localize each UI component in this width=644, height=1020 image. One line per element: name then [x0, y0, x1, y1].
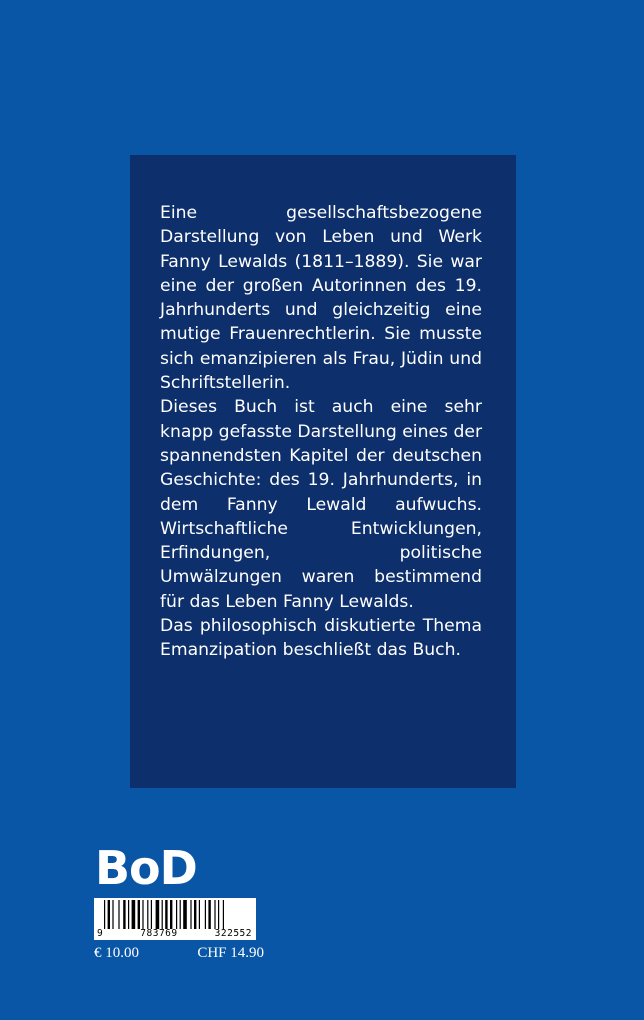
barcode-bar — [104, 900, 105, 929]
publisher-logo: BoD — [95, 841, 197, 895]
barcode-bar — [132, 900, 136, 929]
price-line — [94, 945, 264, 962]
barcode-bar — [128, 900, 129, 929]
barcode-bar — [147, 900, 148, 929]
barcode-bar — [138, 900, 140, 929]
barcode-bar — [123, 900, 125, 929]
barcode-bar — [194, 900, 196, 929]
barcode-bar — [176, 900, 177, 929]
barcode-bar — [162, 900, 163, 929]
barcode-bar — [142, 900, 143, 929]
barcode-bar — [165, 900, 167, 929]
barcode-number — [94, 928, 256, 939]
barcode-bar — [170, 900, 172, 929]
barcode-group-2: 322552 — [214, 928, 252, 939]
barcode-bar — [183, 900, 187, 929]
blurb-paragraph-3: Das philosophisch diskutierte Thema Emanzipation beschließt das Buch. — [160, 616, 482, 661]
barcode-bar — [199, 900, 200, 929]
price-eur: € 10.00 — [94, 945, 139, 961]
barcode-prefix: 9 — [97, 928, 104, 939]
barcode-bars — [94, 898, 256, 930]
barcode-bar — [180, 900, 181, 929]
barcode-bar — [151, 900, 152, 929]
barcode-bar — [118, 900, 119, 929]
barcode-bar — [205, 900, 206, 929]
blurb-paragraph-1: Eine gesellschaftsbezogene Darstellung von Leben und Werk Fanny Lewalds (1811–1889). Sie war eine der großen Autorinnen des 19. Jahrhunderts und gleichzeitig eine mutige Frauenrechtlerin. Sie musste sich emanzipieren als Frau, Jüdin und Schriftstellerin. — [160, 203, 482, 394]
blurb-panel — [130, 155, 516, 788]
blurb-paragraph-2: Dieses Buch ist auch eine sehr knapp gefasste Darstellung eines der spannendsten Kapitel der deutschen Geschichte: des 19. Jahrhunderts, in dem Fanny Lewald aufwuchs. Wirtschaftliche Entwicklungen, Erfindungen, politische Umwälzungen waren bestimmend für das Leben Fanny Lewalds. — [160, 397, 483, 612]
barcode-bar — [190, 900, 191, 929]
barcode-bar — [208, 900, 210, 929]
barcode-bar — [108, 900, 110, 929]
price-chf: CHF 14.90 — [197, 945, 264, 961]
barcode-group-1: 783769 — [140, 928, 178, 939]
barcode-bar — [214, 900, 215, 929]
isbn-barcode — [94, 898, 256, 940]
barcode-bar — [223, 900, 224, 929]
barcode-bar — [218, 900, 219, 929]
barcode-bar — [156, 900, 160, 929]
barcode-bar — [112, 900, 113, 929]
blurb-text — [160, 201, 482, 663]
